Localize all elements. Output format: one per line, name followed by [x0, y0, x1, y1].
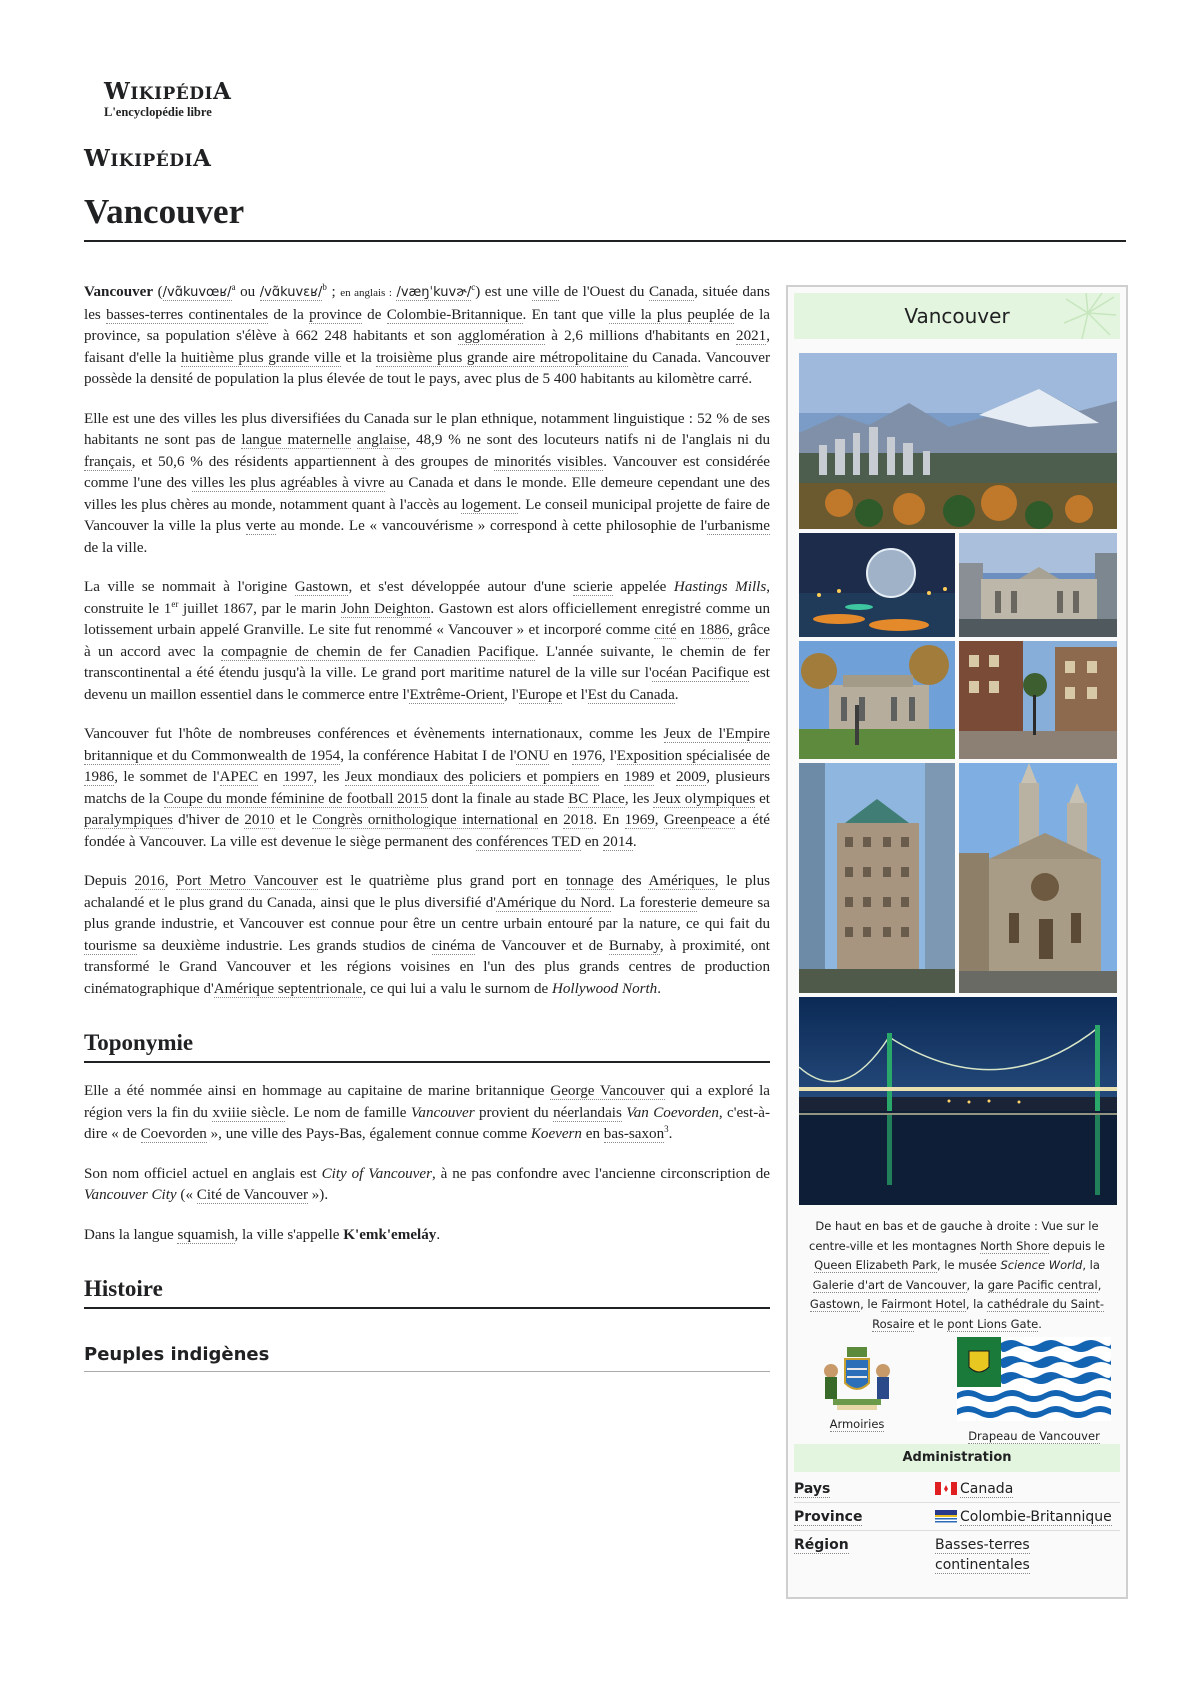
- inline-link[interactable]: Greenpeace: [663, 812, 736, 828]
- inline-link[interactable]: squamish: [177, 1226, 235, 1243]
- photo-lions-gate-bridge[interactable]: [799, 997, 1117, 1205]
- intro-paragraph-1: Vancouver (/vɑ̃kuvœʁ/$^a$ ou /vɑ̃kuvɛʁ/$^b$ ; en anglais : /væŋˈkuvɚ/$^c$) est une ville de l'Ouest du Canada, située dans les basses-terres continentales de la province de Colombie-Britannique. En tant que ville la plus peuplée de la province, sa population s'élève à 662 248 habitants et son agglomération à 2,6 millions d'habitants en 2021, faisant d'elle la huitième plus grande ville et la troisième plus grande aire métropolitaine du Canada. Vancouver possède la densité de population la plus élevée de tout le pays, avec plus de 5 400 habitants au kilomètre carré.: [84, 281, 771, 387]
- inline-link[interactable]: scierie: [573, 579, 613, 595]
- inline-link[interactable]: anglaise: [357, 432, 407, 448]
- photo-fairmont-hotel[interactable]: [799, 763, 955, 993]
- pronunciation-link[interactable]: /vɑ̃kuvœʁ/: [162, 285, 232, 300]
- inline-link[interactable]: 2010: [244, 812, 275, 828]
- row-province: [794, 1502, 1120, 1530]
- inline-link[interactable]: Congrès ornithologique international: [312, 812, 539, 828]
- inline-link[interactable]: conférences TED: [476, 833, 581, 850]
- inline-link[interactable]: 2018: [563, 812, 594, 828]
- vancouver-flag-icon: [957, 1337, 1111, 1421]
- italic-term: Van Coevorden: [626, 1104, 719, 1121]
- italic-term: Science World: [1000, 1258, 1083, 1272]
- inline-link[interactable]: Jeux de l'Empire britannique et du Commonwealth de 1954: [84, 726, 770, 764]
- inline-link[interactable]: Fairmont Hotel: [881, 1297, 966, 1311]
- infobox-title: Vancouver: [794, 293, 1120, 339]
- inline-link[interactable]: Colombie-Britannique: [386, 306, 523, 323]
- arms-label[interactable]: Armoiries: [829, 1417, 885, 1431]
- inline-link[interactable]: Europe: [518, 686, 563, 703]
- article-body: [84, 282, 770, 1372]
- intro-paragraph-4: Vancouver fut l'hôte de nombreuses conférences et évènements internationaux, comme les Jeux de l'Empire britannique et du Commonwealth de 1954, la conférence Habitat I de l'ONU en 1976, l'Exposition spécialisée de 1986, le sommet de l'APEC en 1997, les Jeux mondiaux des policiers et pompiers en 1989 et 2009, plusieurs matchs de la Coupe du monde féminine de football 2015 dont la finale au stade BC Place, les Jeux olympiques et paralympiques d'hiver de 2010 et le Congrès ornithologique international en 2018. En 1969, Greenpeace a été fondée à Vancouver. La ville est devenue le siège permanent des conférences TED en 2014.: [84, 726, 771, 850]
- inline-link[interactable]: compagnie de chemin de fer Canadien Pacifique: [221, 643, 535, 660]
- italic-term: Hastings Mills: [673, 579, 767, 595]
- intro-paragraph-5: Depuis 2016, Port Metro Vancouver est le quatrième plus grand port en tonnage des Amériques, le plus achalandé et le plus grand du Canada, ainsi que le plus diversifié d'Amérique du Nord. La foresterie demeure sa plus grande industrie, et Vancouver est connue pour être un centre urbain entouré par la nature, ce qui fait du tourisme sa deuxième industrie. Les grands studios de cinéma de Vancouver et de Burnaby, à proximité, ont transformé le Grand Vancouver et les régions voisines en l'un des plus grands centres de production cinématographique d'Amérique septentrionale, ce qui lui a valu le surnom de Hollywood North.: [84, 873, 770, 997]
- inline-link[interactable]: Jeux mondiaux des policiers et pompiers: [344, 769, 600, 785]
- inline-link[interactable]: Port Metro Vancouver: [176, 873, 318, 889]
- inline-link[interactable]: Gastown: [294, 579, 349, 595]
- inline-link[interactable]: paralympiques: [84, 812, 173, 828]
- inline-link[interactable]: Coupe du monde féminine de football 2015: [163, 790, 428, 807]
- page-title: Vancouver: [84, 190, 1126, 242]
- inline-link[interactable]: North Shore: [980, 1238, 1050, 1253]
- inline-link[interactable]: agglomération: [457, 328, 546, 344]
- british-columbia-flag-icon: [935, 1510, 957, 1523]
- inline-link[interactable]: pont Lions Gate: [947, 1316, 1039, 1331]
- canada-flag-icon: [935, 1482, 957, 1495]
- footnote-ref[interactable]: a: [231, 281, 236, 292]
- inline-link[interactable]: ONU: [516, 747, 550, 764]
- inline-link[interactable]: bas-saxon: [603, 1126, 665, 1142]
- inline-link[interactable]: français: [84, 453, 132, 470]
- inline-link[interactable]: huitième plus grande ville: [181, 349, 341, 366]
- administration-header: Administration: [794, 1444, 1120, 1472]
- inline-link[interactable]: 1976: [571, 747, 602, 764]
- inline-link[interactable]: verte: [245, 518, 276, 534]
- inline-link[interactable]: xviiie siècle: [212, 1104, 286, 1121]
- inline-link[interactable]: 2009: [676, 769, 707, 785]
- bold-term: Vancouver: [84, 284, 154, 300]
- value-province[interactable]: Colombie-Britannique: [960, 1509, 1112, 1525]
- inline-link[interactable]: 2014: [602, 833, 633, 850]
- inline-link[interactable]: logement: [461, 496, 518, 513]
- inline-link[interactable]: 2016: [134, 873, 165, 889]
- inline-link[interactable]: cité: [654, 622, 677, 638]
- row-region: [794, 1530, 1120, 1578]
- value-pays[interactable]: Canada: [960, 1481, 1014, 1497]
- inline-link[interactable]: Burnaby: [608, 937, 660, 954]
- inline-link[interactable]: néerlandais: [553, 1104, 622, 1121]
- inline-link[interactable]: Canada: [648, 284, 695, 300]
- italic-term: Koevern: [530, 1126, 582, 1142]
- infobox: [786, 285, 1128, 1599]
- fireworks-icon: [1026, 293, 1116, 339]
- photo-art-gallery[interactable]: [959, 533, 1117, 637]
- inline-link[interactable]: Jeux olympiques: [653, 790, 756, 807]
- inline-link[interactable]: BC Place: [568, 790, 625, 807]
- logo-wordmark: WIKIPÉDIA: [104, 78, 232, 105]
- inline-link[interactable]: tourisme: [84, 937, 137, 954]
- inline-link[interactable]: George Vancouver: [550, 1083, 665, 1099]
- inline-link[interactable]: 1997: [283, 769, 314, 785]
- inline-link[interactable]: cathédrale du Saint-Rosaire: [872, 1297, 1105, 1331]
- toponymie-paragraph-1: Elle a été nommée ainsi en hommage au capitaine de marine britannique George Vancouver qui a exploré la région vers la fin du xviiie siècle. Le nom de famille Vancouver provient du néerlandais Van Coevorden, c'est-à-dire « de Coevorden », une ville des Pays-Bas, également connue comme Koevern en bas-saxon$^3$.: [84, 1083, 770, 1142]
- city-flag[interactable]: [950, 1337, 1118, 1443]
- inline-link[interactable]: océan Pacifique: [651, 665, 749, 681]
- photo-skyline[interactable]: [799, 353, 1117, 529]
- inline-link[interactable]: John Deighton: [340, 600, 431, 617]
- footnote-ref[interactable]: er: [171, 598, 179, 609]
- intro-paragraph-3: La ville se nommait à l'origine Gastown, et s'est développée autour d'une scierie appelée Hastings Mills, construite le 1er juillet 1867, par le marin John Deighton. Gastown est alors officiellement enregistré comme un lotissement urbain appelé Granville. Le site fut renommé « Vancouver » et incorporé comme cité en 1886, grâce à un accord avec la compagnie de chemin de fer Canadien Pacifique. L'année suivante, le chemin de fer transcontinental a été étendu jusqu'à la ville. Le grand port maritime naturel de la ville sur l'océan Pacifique est devenu un maillon essentiel dans le commerce entre l'Extrême-Orient, l'Europe et l'Est du Canada.: [84, 579, 771, 703]
- bold-term: K'emk'emeláy: [343, 1226, 437, 1243]
- inline-link[interactable]: Galerie d'art de Vancouver: [812, 1277, 967, 1292]
- inline-link[interactable]: foresterie: [639, 894, 697, 911]
- inline-link[interactable]: villes les plus agréables à vivre: [191, 475, 385, 491]
- photo-science-world[interactable]: [799, 533, 955, 637]
- inline-link[interactable]: basses-terres continentales: [106, 306, 269, 323]
- inline-link[interactable]: Amérique septentrionale: [213, 980, 363, 997]
- inline-link[interactable]: Coevorden: [140, 1126, 207, 1142]
- coat-of-arms[interactable]: [812, 1337, 902, 1431]
- toponymie-paragraph-3: Dans la langue squamish, la ville s'appelle K'emk'emeláy.: [84, 1226, 441, 1243]
- subsection-heading-peuples: Peuples indigènes: [84, 1343, 770, 1372]
- italic-term: Hollywood North: [551, 980, 658, 997]
- pronunciation-link[interactable]: /vɑ̃kuvɛʁ/: [259, 285, 323, 300]
- wikipedia-wordmark: WIKIPÉDIA: [84, 145, 212, 172]
- inline-link[interactable]: 2021: [736, 328, 767, 344]
- inline-link[interactable]: Exposition spécialisée de 1986: [84, 747, 771, 785]
- administration-table: [794, 1475, 1120, 1578]
- label-pays[interactable]: Pays: [794, 1481, 831, 1497]
- pronunciation-link[interactable]: /væŋˈkuvɚ/: [396, 285, 472, 300]
- flag-label[interactable]: Drapeau de Vancouver: [968, 1429, 1100, 1443]
- row-pays: [794, 1475, 1120, 1502]
- inline-link[interactable]: province: [309, 306, 362, 323]
- toponymie-paragraph-2: Son nom officiel actuel en anglais est City of Vancouver, à ne pas confondre avec l'ancienne circonscription de Vancouver City (« Cité de Vancouver »).: [84, 1165, 771, 1203]
- inline-link[interactable]: Est du Canada: [587, 686, 675, 703]
- inline-link[interactable]: APEC: [219, 769, 259, 785]
- inline-link[interactable]: ville: [532, 284, 560, 300]
- inline-link[interactable]: Amériques: [648, 873, 715, 889]
- infobox-caption: De haut en bas et de gauche à droite : Vue sur le centre-ville et les montagnes North Shore depuis le Queen Elizabeth Park, le musée Science World, la Galerie d'art de Vancouver, la gare Pacific central, Gastown, le Fairmont Hotel, la cathédrale du Saint-Rosaire et le pont Lions Gate.: [809, 1219, 1105, 1331]
- italic-term: City of Vancouver: [321, 1165, 432, 1182]
- inline-link[interactable]: troisième plus grande aire métropolitaine: [376, 349, 628, 366]
- wikipedia-logo[interactable]: [104, 80, 231, 120]
- section-heading-histoire: Histoire: [84, 1274, 770, 1309]
- italic-term: Vancouver City: [84, 1187, 177, 1203]
- inline-link[interactable]: ville la plus peuplée: [608, 306, 735, 323]
- footnote-ref[interactable]: c: [471, 281, 476, 292]
- inline-link[interactable]: gare Pacific central: [987, 1277, 1098, 1292]
- inline-link[interactable]: Queen Elizabeth Park: [814, 1258, 937, 1272]
- photo-gastown[interactable]: [959, 641, 1117, 759]
- photo-holy-rosary-cathedral[interactable]: [959, 763, 1117, 993]
- intro-paragraph-2: Elle est une des villes les plus diversifiées du Canada sur le plan ethnique, notamment linguistique : 52 % de ses habitants ne sont pas de langue maternelle anglaise, 48,9 % ne sont des locuteurs natifs ni de l'anglais ni du français, et 50,6 % des résidents appartiennent à des groupes de minorités visibles. Vancouver est considérée comme l'une des villes les plus agréables à vivre au Canada et dans le monde. Elle demeure cependant une des villes les plus chères au monde, notamment quant à l'accès au logement. Le conseil municipal projette de faire de Vancouver la ville la plus verte au monde. Le « vancouvérisme » correspond à cette philosophie de l'urbanisme de la ville.: [84, 410, 771, 556]
- inline-link[interactable]: Gastown: [809, 1297, 861, 1311]
- inline-link[interactable]: 1989: [624, 769, 655, 785]
- label-province[interactable]: Province: [794, 1509, 863, 1525]
- inline-link[interactable]: minorités visibles: [494, 453, 604, 470]
- photo-pacific-central-station[interactable]: [799, 641, 955, 759]
- italic-term: Vancouver: [410, 1104, 475, 1121]
- inline-link[interactable]: Amérique du Nord: [495, 894, 612, 911]
- coat-of-arms-icon: [817, 1337, 897, 1411]
- inline-link[interactable]: langue maternelle: [241, 432, 352, 448]
- footnote-ref[interactable]: b: [322, 281, 327, 292]
- inline-link[interactable]: Cité de Vancouver: [196, 1187, 308, 1203]
- label-region[interactable]: Région: [794, 1537, 849, 1553]
- inline-link[interactable]: tonnage: [565, 873, 614, 889]
- value-region[interactable]: Basses-terres continentales: [935, 1537, 1030, 1573]
- inline-link[interactable]: 1886: [699, 622, 730, 638]
- inline-link[interactable]: 1969: [624, 812, 655, 828]
- inline-link[interactable]: urbanisme: [707, 518, 770, 534]
- language-label: en anglais :: [340, 287, 392, 299]
- section-heading-toponymie: Toponymie: [84, 1028, 770, 1063]
- footnote-ref[interactable]: 3: [664, 1123, 669, 1134]
- logo-tagline: L'encyclopédie libre: [104, 105, 212, 119]
- inline-link[interactable]: cinéma: [431, 937, 476, 954]
- inline-link[interactable]: Extrême-Orient: [409, 686, 505, 703]
